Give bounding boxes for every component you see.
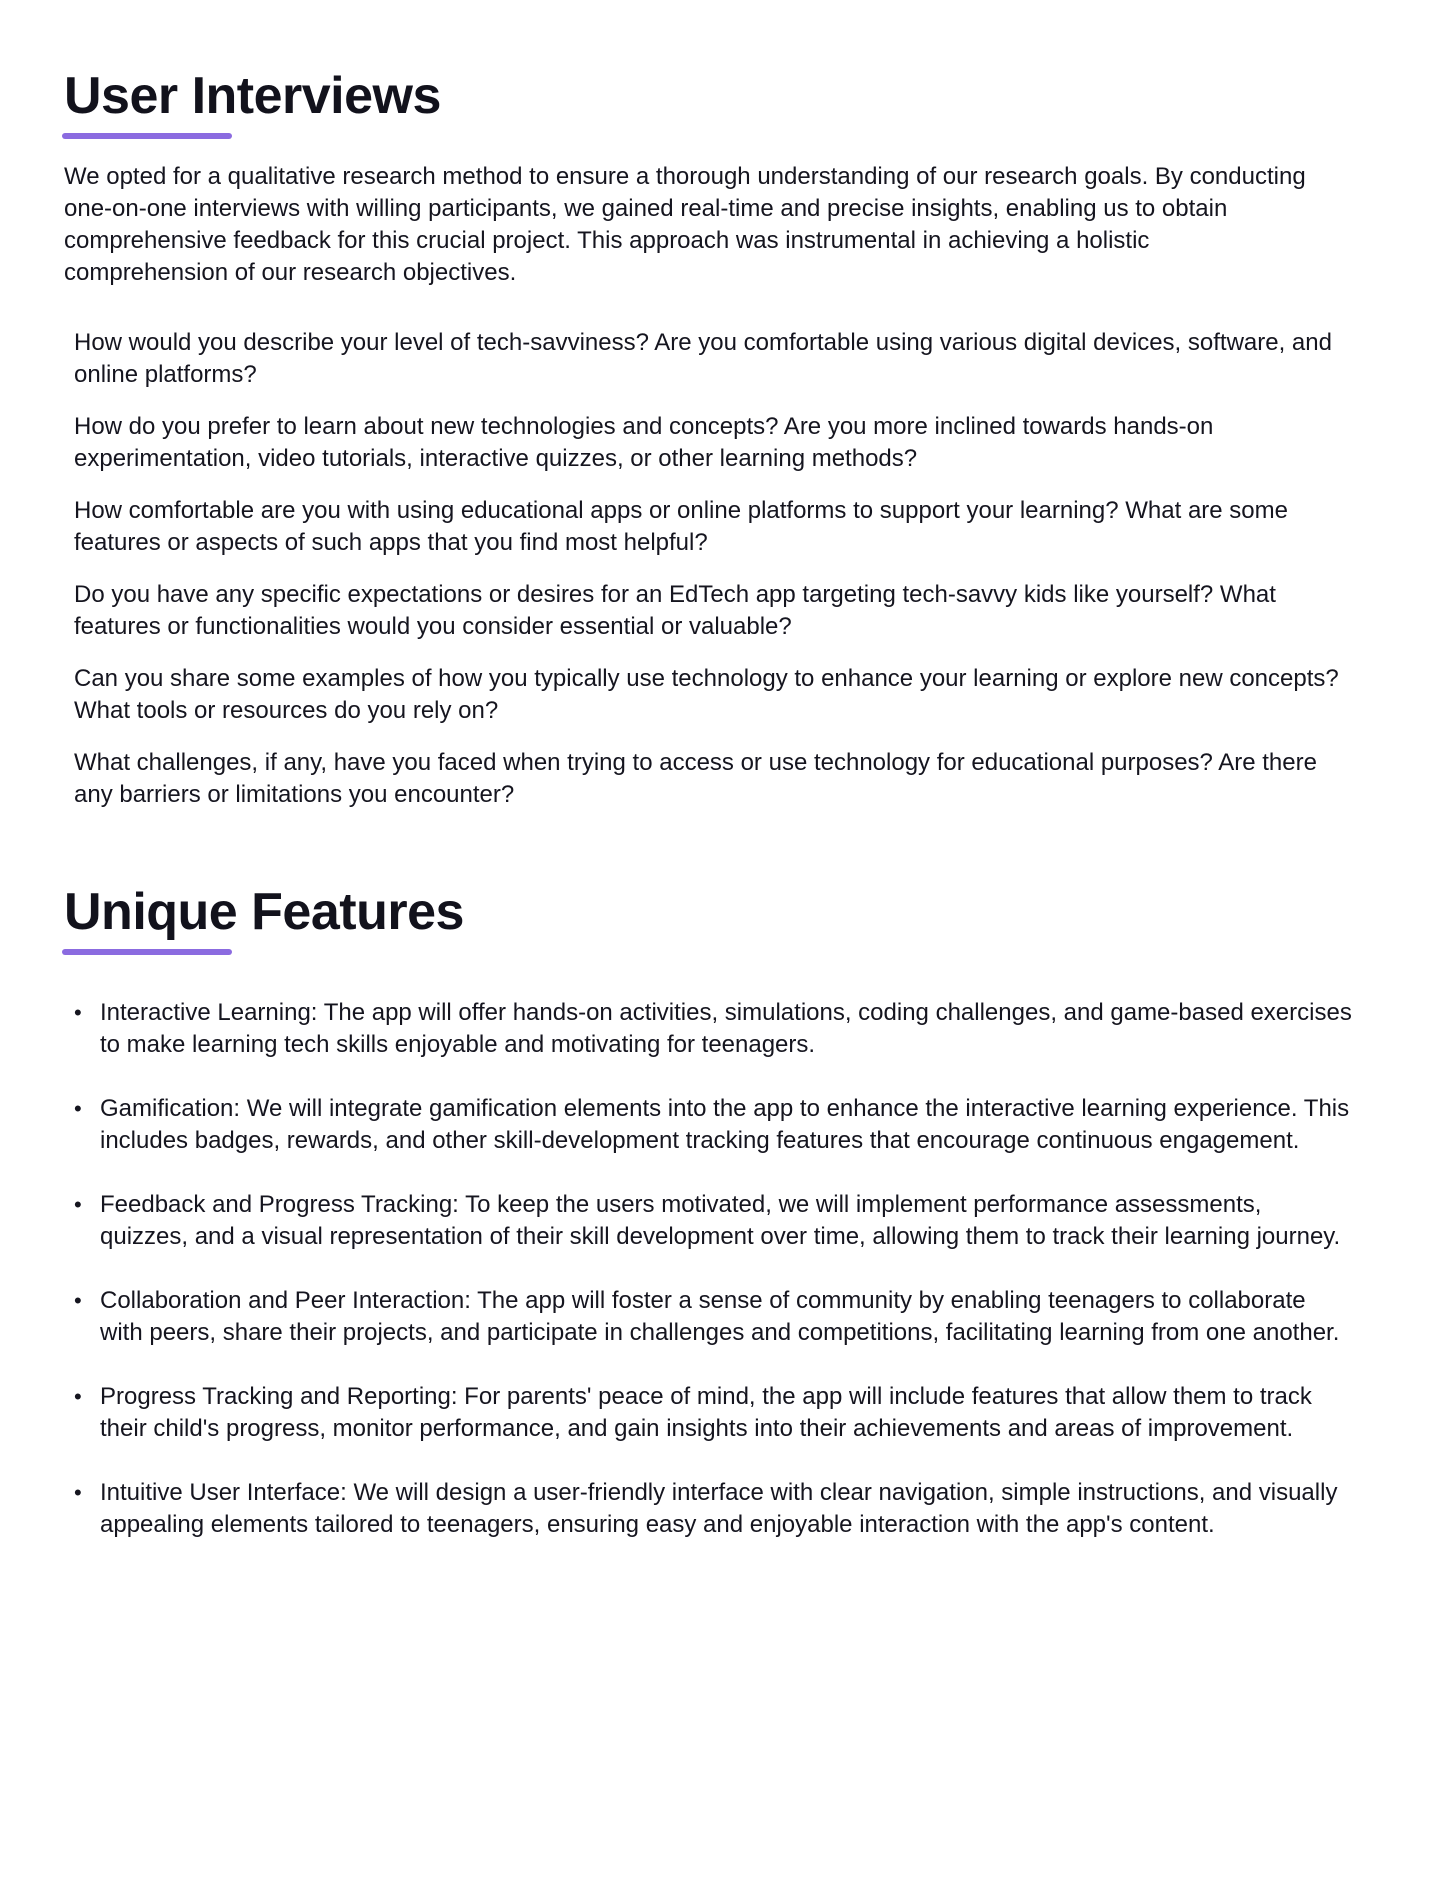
feature-text: Feedback and Progress Tracking: To keep the users motivated, we will implement performance assessments, quizzes, and a visual representation of their skill development over time, allowing them to track their learning journey. [100, 1191, 1341, 1250]
feature-item [74, 1285, 1354, 1349]
feature-item [74, 1477, 1354, 1541]
bullet-icon: • [74, 1288, 82, 1313]
feature-item [74, 1093, 1354, 1157]
bullet-icon: • [74, 1096, 82, 1121]
unique-features-heading: Unique Features [64, 883, 464, 941]
feature-item [74, 1381, 1354, 1445]
interview-question: How do you prefer to learn about new technologies and concepts? Are you more inclined towards hands-on experimentation, video tutorials, interactive quizzes, or other learning methods? [74, 413, 1214, 472]
interview-question: Do you have any specific expectations or desires for an EdTech app targeting tech-savvy kids like yourself? What features or functionalities would you consider essential or valuable? [74, 581, 1276, 640]
bullet-icon: • [74, 1480, 82, 1505]
user-interviews-heading: User Interviews [64, 67, 441, 125]
feature-text: Interactive Learning: The app will offer hands-on activities, simulations, coding challenges, and game-based exercises to make learning tech skills enjoyable and motivating for teenagers. [100, 999, 1352, 1058]
unique-features-underline [62, 949, 232, 955]
feature-text: Gamification: We will integrate gamification elements into the app to enhance the interactive learning experience. This includes badges, rewards, and other skill-development tracking features that encourage continuous engagement. [100, 1095, 1350, 1154]
interview-questions-list [74, 327, 1339, 811]
interview-question: How comfortable are you with using educational apps or online platforms to support your learning? What are some features or aspects of such apps that you find most helpful? [74, 497, 1288, 556]
unique-features-list [74, 997, 1354, 1541]
bullet-icon: • [74, 1000, 82, 1025]
bullet-icon: • [74, 1192, 82, 1217]
feature-text: Intuitive User Interface: We will design a user-friendly interface with clear navigation, simple instructions, and visually appealing elements tailored to teenagers, ensuring easy and enjoyable interaction with the app's content. [100, 1479, 1338, 1538]
feature-text: Collaboration and Peer Interaction: The app will foster a sense of community by enabling teenagers to collaborate with peers, share their projects, and participate in challenges and competitions, facilitating learning from one another. [100, 1287, 1340, 1346]
feature-item [74, 997, 1354, 1061]
interview-question: Can you share some examples of how you typically use technology to enhance your learning or explore new concepts? What tools or resources do you rely on? [74, 665, 1339, 724]
feature-item [74, 1189, 1354, 1253]
user-interviews-intro: We opted for a qualitative research method to ensure a thorough understanding of our research goals. By conducting one-on-one interviews with willing participants, we gained real-time and precise insights, enabling us to obtain comprehensive feedback for this crucial project. This approach was instrumental in achieving a holistic comprehension of our research objectives. [64, 163, 1306, 286]
interview-question: How would you describe your level of tech-savviness? Are you comfortable using various digital devices, software, and online platforms? [74, 329, 1332, 388]
interview-question: What challenges, if any, have you faced when trying to access or use technology for educational purposes? Are there any barriers or limitations you encounter? [74, 749, 1317, 808]
feature-text: Progress Tracking and Reporting: For parents' peace of mind, the app will include features that allow them to track their child's progress, monitor performance, and gain insights into their achievements and areas of improvement. [100, 1383, 1312, 1442]
user-interviews-underline [62, 133, 232, 139]
unique-features-section [64, 880, 1354, 1573]
bullet-icon: • [74, 1384, 82, 1409]
user-interviews-section [64, 64, 1354, 831]
